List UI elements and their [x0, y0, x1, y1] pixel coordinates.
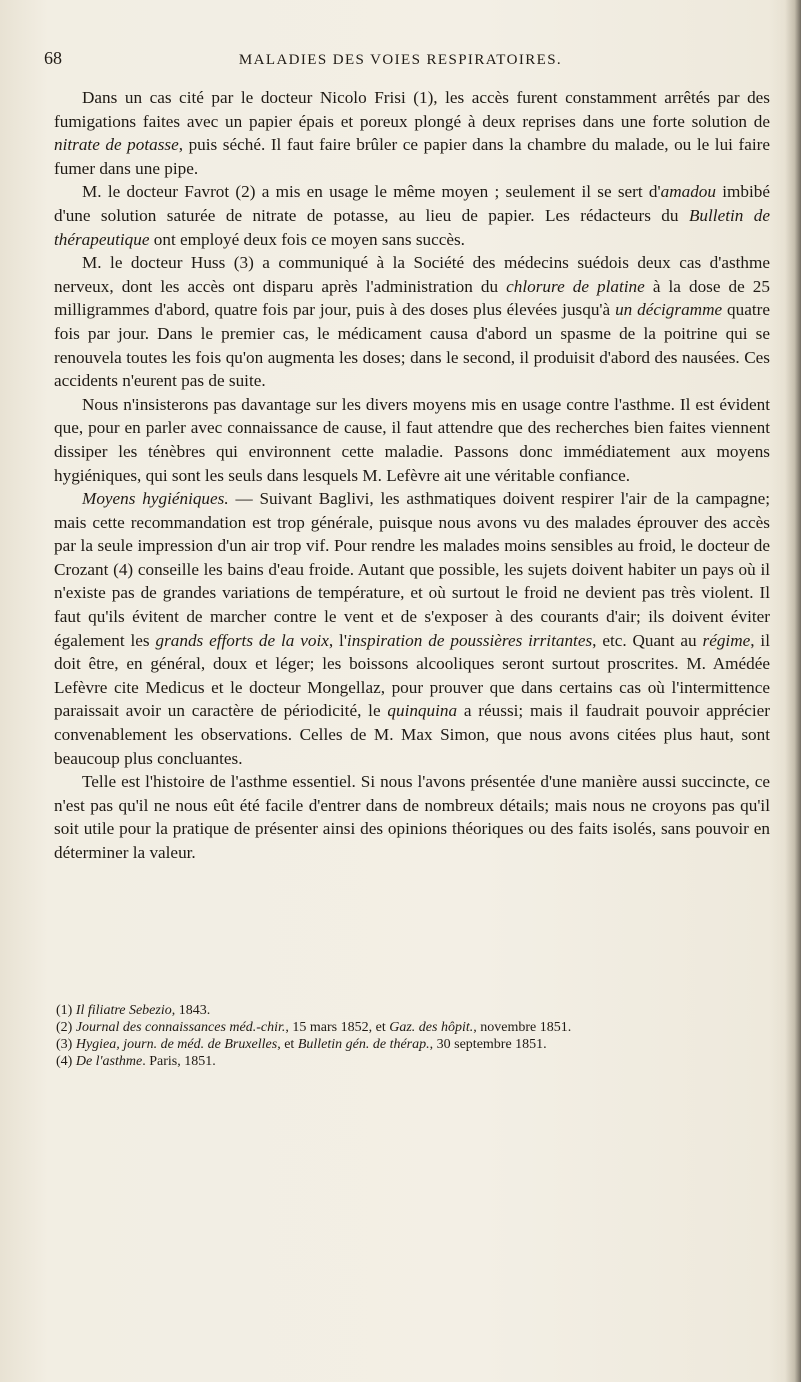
- text-run: , novembre 1851.: [473, 1020, 572, 1035]
- text-run: M. le docteur Favrot (2) a mis en usage le même moyen ; seulement il se sert d': [82, 182, 661, 202]
- paragraph: [54, 86, 770, 180]
- italic-text: un décigramme: [615, 300, 723, 320]
- paragraph: [54, 180, 770, 251]
- paragraph: [54, 487, 770, 770]
- text-run: ont employé deux fois ce moyen sans succès.: [149, 229, 465, 249]
- footnote: [56, 1002, 772, 1019]
- italic-text: inspiration de poussières irritantes: [346, 630, 593, 650]
- italic-text: chlorure de platine: [506, 276, 645, 296]
- running-head: MALADIES DES VOIES RESPIRATOIRES.: [238, 52, 563, 68]
- italic-text: quinquina: [387, 701, 458, 721]
- italic-text: De l'asthme: [75, 1054, 143, 1069]
- footnotes: [56, 1002, 772, 1070]
- text-run: Telle est l'histoire de l'asthme essentiel. Si nous l'avons présentée d'une manière aussi succincte, ce n'est pas qu'il ne nous eût été facile d'entrer dans de nombreux détails; mais nous ne croyons pas qu'il soit utile pour la pratique de présenter ainsi des opinions théoriques ou des faits isolés, sans pouvoir en déterminer la valeur.: [54, 772, 770, 862]
- page-edge-shadow: [785, 0, 801, 1382]
- text-run: . Paris, 1851.: [142, 1054, 216, 1069]
- text-run: , 15 mars 1852, et: [285, 1020, 390, 1035]
- footnote: [56, 1019, 772, 1036]
- text-run: , il doit être, en général, doux et léger; les boissons alcooliques seront surtout proscrites. M. Amédée Lefèvre cite Medicus et le docteur Mongellaz, pour prouver que dans certains cas où l'intermittence paraissait avoir un caractère de périodicité, le: [54, 630, 770, 721]
- paragraph: [54, 770, 770, 864]
- text-run: (3): [56, 1037, 76, 1052]
- italic-text: Bulletin gén. de thérap.: [297, 1037, 430, 1052]
- italic-text: Hygiea, journ. de méd. de Bruxelles: [75, 1037, 278, 1052]
- text-run: (1): [56, 1003, 76, 1018]
- italic-text: grands efforts de la voix: [155, 630, 329, 650]
- italic-text: amadou: [660, 182, 716, 202]
- italic-text: Bulletin de thérapeutique: [54, 205, 771, 249]
- italic-text: Journal des connaissances méd.-chir.: [75, 1020, 286, 1035]
- page-number: 68: [44, 48, 62, 68]
- paragraph: [54, 393, 770, 487]
- text-run: , l': [328, 630, 347, 650]
- text-run: — Suivant Baglivi, les asthmatiques doivent respirer l'air de la campagne; mais cette recommandation est trop générale, puisque nous avons vu des malades éprouver des accès par la seule impression d'un air trop vif. Pour rendre les malades moins sensibles au froid, le docteur de Crozant (4) conseille les bains d'eau froide. Autant que possible, les sujets doivent habiter un pays où il n'existe pas de grandes variations de température, et où surtout le froid ne devient pas très violent. Il faut qu'ils évitent de marcher contre le vent et de s'exposer à des courants d'air; ils doivent éviter également les: [54, 489, 771, 650]
- text-run: (4): [56, 1054, 76, 1069]
- body-text: [54, 86, 770, 865]
- italic-text: Moyens hygiéniques.: [82, 489, 229, 509]
- text-run: quatre fois par jour. Dans le premier cas, le médicament causa d'abord un spasme de la poitrine qui se renouvela toutes les fois qu'on augmenta les doses; dans le second, il produisit d'abord des nausées. Ces accidents n'eurent pas de suite.: [54, 300, 770, 391]
- text-run: a réussi; mais il faudrait pouvoir apprécier convenablement les observations. Celles de M. Max Simon, que nous avons citées plus haut, sont beaucoup plus concluantes.: [54, 701, 770, 768]
- italic-text: nitrate de potasse: [54, 135, 179, 155]
- text-run: M. le docteur Huss (3) a communiqué à la Société des médecins suédois deux cas d'asthme nerveux, dont les accès ont disparu après l'administration du: [54, 253, 770, 296]
- text-run: (2): [56, 1020, 76, 1035]
- footnote: [56, 1036, 772, 1053]
- paragraph: [54, 251, 770, 393]
- text-run: , 1843.: [171, 1003, 211, 1018]
- text-run: Nous n'insisterons pas davantage sur les divers moyens mis en usage contre l'asthme. Il est évident que, pour en parler avec connaissance de cause, il faut attendre que des recherches bien faites viennent dissiper les ténèbres qui environnent cette maladie. Passons donc immédiatement aux moyens hygiéniques, qui sont les seuls dans lesquels M. Lefèvre ait une véritable confiance.: [54, 394, 770, 485]
- italic-text: régime: [702, 630, 751, 650]
- text-run: à la dose de 25 milligrammes d'abord, quatre fois par jour, puis à des doses plus élevées jusqu'à: [54, 276, 770, 320]
- italic-text: Gaz. des hôpit.: [389, 1020, 474, 1035]
- text-run: , etc. Quant au: [592, 630, 703, 650]
- footnote: [56, 1053, 772, 1070]
- text-run: , et: [277, 1037, 298, 1052]
- text-run: imbibé d'une solution saturée de nitrate de potasse, au lieu de papier. Les rédacteurs du: [54, 182, 770, 225]
- italic-text: Il filiatre Sebezio: [75, 1003, 172, 1018]
- text-run: , 30 septembre 1851.: [429, 1037, 547, 1052]
- text-run: , puis séché. Il faut faire brûler ce papier dans la chambre du malade, ou le lui faire fumer dans une pipe.: [54, 135, 770, 178]
- text-run: Dans un cas cité par le docteur Nicolo Frisi (1), les accès furent constamment arrêtés par des fumigations faites avec un papier épais et poreux plongé à deux reprises dans une forte solution de: [54, 88, 770, 131]
